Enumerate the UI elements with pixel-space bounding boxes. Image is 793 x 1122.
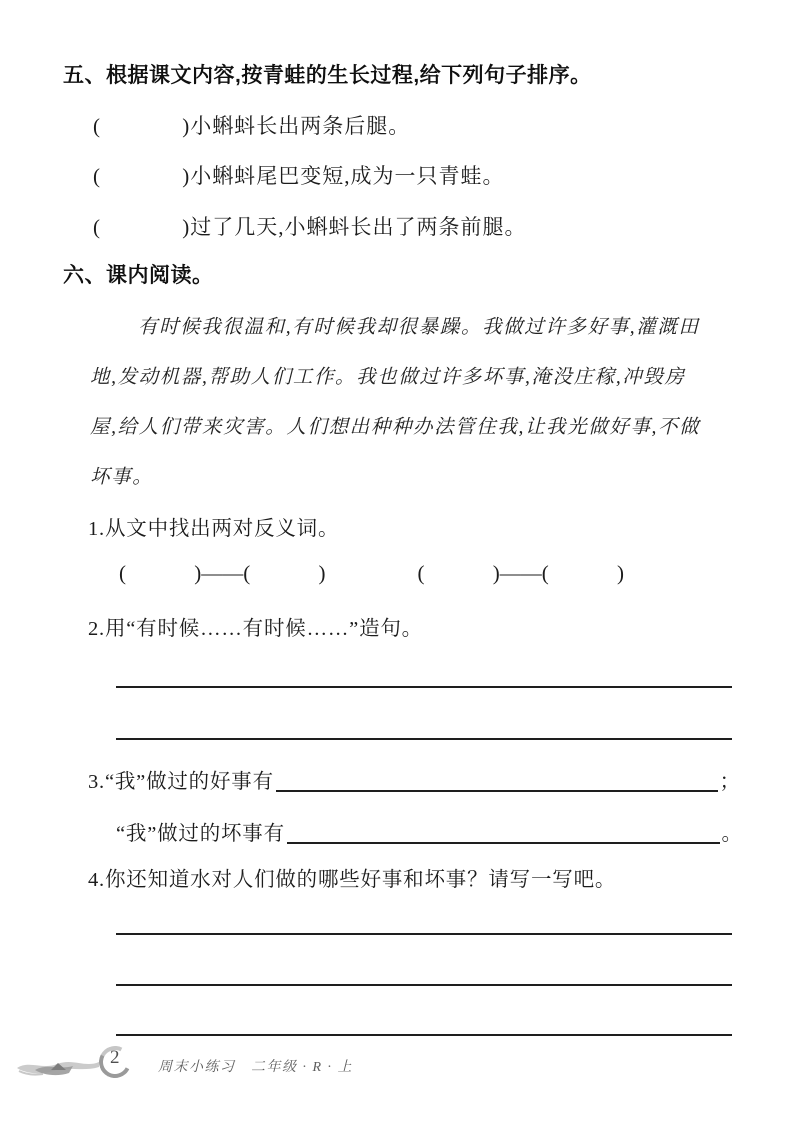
question-3-label-1: 3.“我”做过的好事有 xyxy=(88,771,274,793)
question-2-label: 2.用“有时候……有时候……”造句。 xyxy=(88,618,423,640)
ordering-item-2: ( )小蝌蚪尾巴变短,成为一只青蛙。 xyxy=(93,164,505,188)
passage-line: 坏事。 xyxy=(90,467,154,488)
question-3-label-2: “我”做过的坏事有 xyxy=(116,823,285,845)
section-6-heading: 六、课内阅读。 xyxy=(63,264,214,287)
ink-mountains-icon xyxy=(15,1052,100,1080)
page-number: 2 xyxy=(110,1047,120,1068)
reading-passage xyxy=(90,311,742,511)
question-4-label: 4.你还知道水对人们做的哪些好事和坏事？请写一写吧。 xyxy=(88,869,617,891)
answer-line xyxy=(116,738,732,740)
punctuation-semicolon: ； xyxy=(719,771,740,793)
ordering-item-3: ( )过了几天,小蝌蚪长出了两条前腿。 xyxy=(93,215,527,239)
blank-underline xyxy=(276,762,718,792)
answer-line xyxy=(116,933,732,935)
passage-line: 有时候我很温和,有时候我却很暴躁。我做过许多好事,灌溉田 xyxy=(138,317,700,338)
answer-line xyxy=(116,984,732,986)
antonym-pairs-row xyxy=(119,561,624,586)
passage-line: 屋,给人们带来灾害。人们想出种种办法管住我,让我光做好事,不做 xyxy=(90,417,701,438)
ink-decoration xyxy=(15,1052,100,1085)
answer-line xyxy=(116,1034,732,1036)
question-3-row-2 xyxy=(116,816,742,846)
footer-caption: 周末小练习 二年级 · R · 上 xyxy=(158,1060,354,1075)
question-1-label: 1.从文中找出两对反义词。 xyxy=(88,518,340,540)
answer-line xyxy=(116,686,732,688)
section-5-heading: 五、根据课文内容,按青蛙的生长过程,给下列句子排序。 xyxy=(63,64,592,87)
ordering-item-1: ( )小蝌蚪长出两条后腿。 xyxy=(93,114,411,138)
antonym-pair-1: ( )——( ) xyxy=(119,561,326,585)
passage-line: 地,发动机器,帮助人们工作。我也做过许多坏事,淹没庄稼,冲毁房 xyxy=(90,367,686,388)
question-3-row-1 xyxy=(88,764,740,794)
punctuation-period: 。 xyxy=(721,823,742,845)
antonym-pair-2: ( )——( ) xyxy=(417,561,624,585)
blank-underline xyxy=(287,814,720,844)
page-number-badge xyxy=(99,1044,139,1082)
